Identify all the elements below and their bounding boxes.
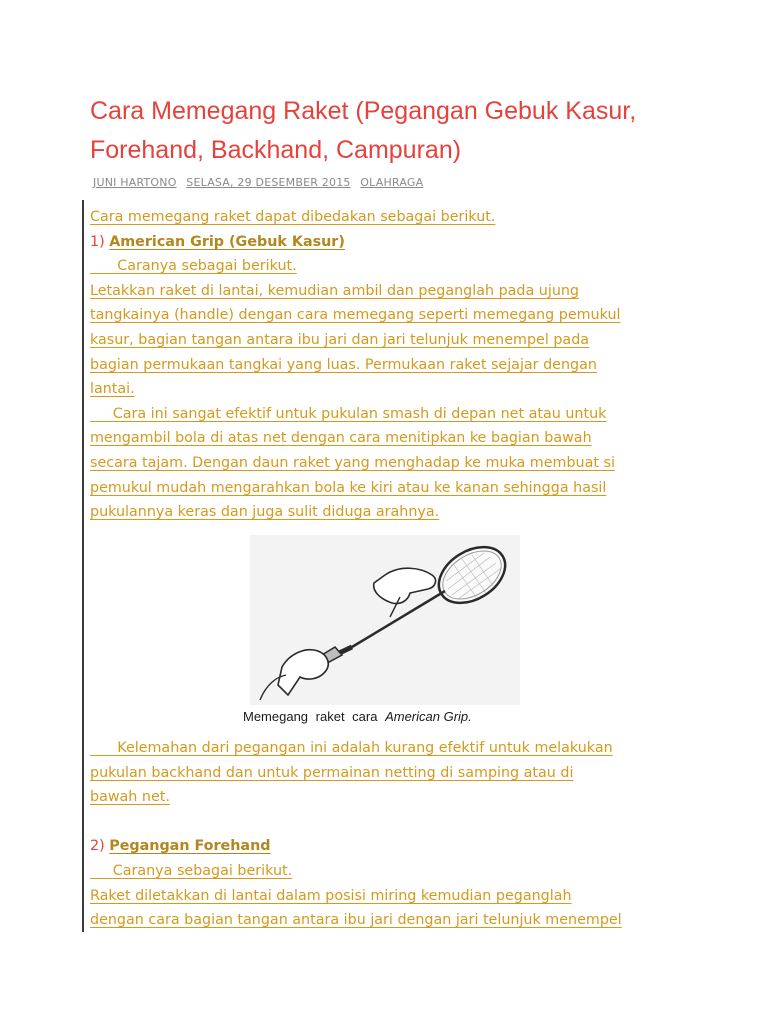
section1-step-line[interactable]: kasur, bagian tangan antara ibu jari dan jari telunjuk menempel pada (90, 331, 590, 348)
section1-step-line[interactable]: Letakkan raket di lantai, kemudian ambil dan peganglah pada ujung (90, 282, 580, 299)
section2-number: 2) (90, 838, 110, 855)
figure-caption: Memegang raket cara American Grip. (243, 709, 472, 724)
section2-step-line[interactable]: dengan cara bagian tangan antara ibu jari dengan jari telunjuk menempel (90, 912, 622, 929)
date-link[interactable]: SELASA, 29 DESEMBER 2015 (186, 176, 351, 189)
section1-weakness-line[interactable]: Kelemahan dari pegangan ini adalah kurang efektif untuk melakukan (117, 740, 613, 756)
category-link[interactable]: OLAHRAGA (360, 176, 424, 189)
section1-step-line[interactable]: lantai. (90, 381, 135, 398)
post-title: Cara Memegang Raket (Pegangan Gebuk Kasur, Forehand, Backhand, Campuran) (90, 97, 637, 164)
section1-effect-line[interactable]: secara tajam. Dengan daun raket yang menghadap ke muka membuat si (90, 454, 615, 471)
section1-effect-line[interactable]: mengambil bola di atas net dengan cara menitipkan ke bagian bawah (90, 430, 592, 447)
section2-heading-link[interactable]: Pegangan Forehand (109, 838, 271, 855)
section1-how-intro[interactable]: Caranya sebagai berikut. (117, 258, 297, 275)
article-body (90, 205, 690, 525)
section1-step-line[interactable]: bagian permukaan tangkai yang luas. Permukaan raket sejajar dengan (90, 356, 597, 373)
section1-number: 1) (90, 233, 110, 250)
section1-step-line[interactable]: tangkainya (handle) dengan cara memegang seperti memegang pemukul (90, 307, 621, 324)
section2-step-line[interactable]: Raket diletakkan di lantai dalam posisi miring kemudian peganglah (90, 887, 572, 904)
left-border (82, 200, 84, 932)
american-grip-illustration (240, 535, 530, 730)
section1-weakness-line[interactable]: bawah net. (90, 789, 170, 806)
section1-effect-line[interactable]: pemukul mudah mengarahkan bola ke kiri atau ke kanan sehingga hasil (90, 479, 607, 496)
post-meta (93, 176, 429, 189)
author-link[interactable]: JUNI HARTONO (93, 176, 177, 189)
paragraph-spacer (90, 810, 690, 835)
section2-how-intro[interactable]: Caranya sebagai berikut. (112, 862, 293, 879)
section1-weakness-line[interactable]: pukulan backhand dan untuk permainan netting di samping atau di (90, 764, 574, 781)
article-body-continued (90, 736, 690, 933)
section1-effect-line[interactable]: Cara ini sangat efektif untuk pukulan smash di depan net atau untuk (112, 405, 607, 422)
section1-heading-link[interactable]: American Grip (Gebuk Kasur) (109, 233, 345, 250)
section1-effect-line[interactable]: pukulannya keras dan juga sulit diduga arahnya. (90, 504, 440, 521)
section2-heading (90, 834, 690, 859)
section1-heading (90, 230, 690, 255)
intro-line[interactable]: Cara memegang raket dapat dibedakan sebagai berikut. (90, 209, 496, 225)
